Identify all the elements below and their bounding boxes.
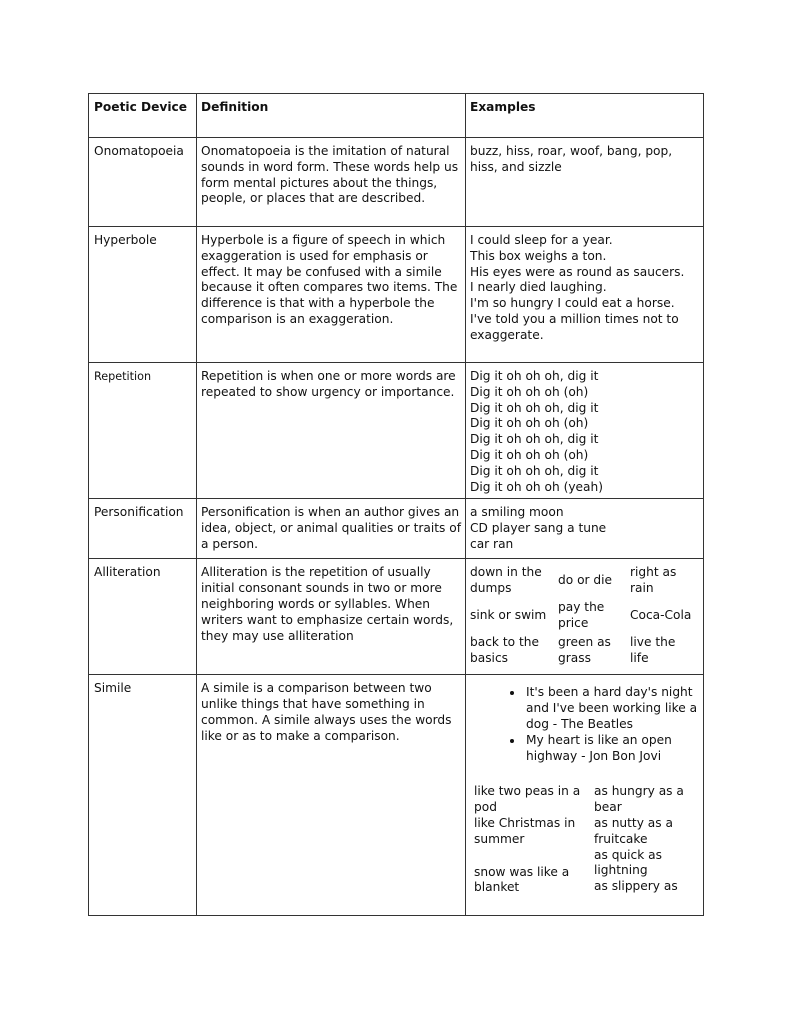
device-name: Alliteration: [89, 559, 197, 675]
examples-cell: [466, 675, 704, 916]
example-line: I've told you a million times not to exaggerate.: [470, 311, 679, 342]
examples-cell: [466, 227, 704, 363]
grid-cell: Coca-Cola: [630, 608, 692, 623]
device-name: Personification: [89, 499, 197, 559]
definition-cell: Onomatopoeia is the imitation of natural sounds in word form. These words help us form mental pictures about the things, people, or places that are described.: [197, 138, 466, 227]
grid-cell: sink or swim: [470, 608, 547, 623]
simile-examples-columns: [472, 784, 699, 896]
example-line: Dig it oh oh oh, dig it: [470, 432, 599, 447]
example-line: as quick as lightning: [594, 847, 662, 878]
example-line: I could sleep for a year.: [470, 233, 613, 247]
grid-cell: live the life: [630, 635, 676, 665]
grid-cell: back to the basics: [470, 635, 539, 665]
device-name: Onomatopoeia: [89, 138, 197, 227]
example-line: as slippery as: [594, 879, 678, 894]
spacer: [474, 848, 592, 865]
grid-cell: pay the price: [558, 600, 605, 630]
device-name: Repetition: [89, 363, 197, 499]
example-line: Dig it oh oh oh (yeah): [470, 479, 603, 494]
definition-cell: Personification is when an author gives an idea, object, or animal qualities or traits of a person.: [197, 499, 466, 559]
grid-cell: green as grass: [558, 635, 611, 665]
example-line: CD player sang a tune: [470, 521, 607, 536]
grid-cell: do or die: [558, 573, 613, 588]
example-line: His eyes were as round as saucers.: [470, 264, 685, 279]
example-line: This box weighs a ton.: [470, 248, 607, 263]
examples-cell: [466, 363, 704, 499]
device-name: Simile: [89, 675, 197, 916]
example-line: a smiling moon: [470, 505, 564, 520]
simile-column-like: [474, 784, 592, 896]
example-line: I nearly died laughing.: [470, 280, 607, 295]
example-line: snow was like a blanket: [474, 864, 570, 895]
poetic-devices-table: [88, 93, 704, 916]
grid-row: [468, 633, 697, 668]
simile-song-list: [472, 685, 699, 764]
grid-cell: right as rain: [630, 565, 677, 595]
simile-column-as: [592, 784, 699, 896]
grid-row: [468, 563, 697, 598]
table-row: [89, 227, 704, 363]
header-examples: Examples: [466, 94, 704, 138]
example-line: Dig it oh oh oh (oh): [470, 384, 589, 399]
table-row: [89, 499, 704, 559]
examples-cell: [466, 559, 704, 675]
header-definition: Definition: [197, 94, 466, 138]
grid-row: [468, 598, 697, 633]
device-name: Hyperbole: [89, 227, 197, 363]
example-line: I'm so hungry I could eat a horse.: [470, 296, 675, 311]
example-line: like two peas in a pod: [474, 784, 581, 815]
header-row: [89, 94, 704, 138]
definition-cell: Alliteration is the repetition of usually initial consonant sounds in two or more neighboring words or syllables. When writers want to emphasize certain words, they may use alliteration: [197, 559, 466, 675]
example-line: Dig it oh oh oh, dig it: [470, 369, 599, 383]
header-poetic-device: Poetic Device: [89, 94, 197, 138]
table-row: [89, 675, 704, 916]
example-line: as nutty as a fruitcake: [594, 815, 673, 846]
example-line: like Christmas in summer: [474, 815, 576, 846]
table-row: [89, 559, 704, 675]
alliteration-examples-grid: [468, 563, 697, 668]
definition-cell: Hyperbole is a figure of speech in which exaggeration is used for emphasis or effect. It may be confused with a simile because it often compares two items. The difference is that with a hyperbole the comparison is an exaggeration.: [197, 227, 466, 363]
definition-cell: Repetition is when one or more words are repeated to show urgency or importance.: [197, 363, 466, 499]
example-line: Dig it oh oh oh (oh): [470, 447, 589, 462]
examples-cell: buzz, hiss, roar, woof, bang, pop, hiss, and sizzle: [466, 138, 704, 227]
definition-cell: A simile is a comparison between two unlike things that have something in common. A simile always uses the words like or as to make a comparison.: [197, 675, 466, 916]
example-line: Dig it oh oh oh (oh): [470, 416, 589, 431]
table-row: [89, 138, 704, 227]
example-line: Dig it oh oh oh, dig it: [470, 463, 599, 478]
examples-cell: [466, 499, 704, 559]
table-row: [89, 363, 704, 499]
example-line: Dig it oh oh oh, dig it: [470, 400, 599, 415]
grid-cell: down in the dumps: [470, 565, 542, 595]
example-line: as hungry as a bear: [594, 784, 684, 815]
list-item: • My heart is like an open highway - Jon Bon Jovi: [524, 733, 699, 765]
list-item: • It's been a hard day's night and I've been working like a dog - The Beatles: [524, 685, 699, 732]
example-line: car ran: [470, 536, 514, 551]
